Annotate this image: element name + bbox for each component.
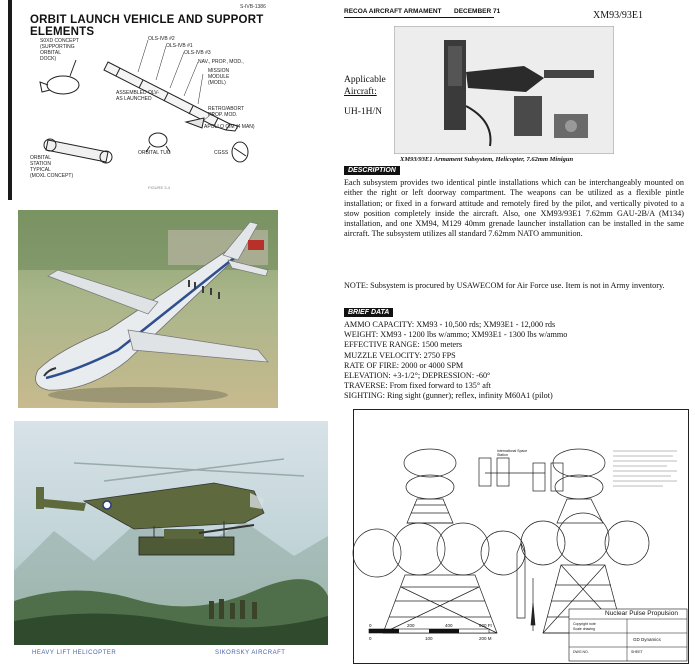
description-text: Each subsystem provides two identical pintle installations which can be interchangeably mounted on either the right or left doorway compartment. The weapons can be utilized as a flexible pintle installation; or fixed in a forward attitude and remotely fired by the pilot, and vertically pivoted to a stow position completely inside the aircraft. Also, one XM93/93E1 7.62mm GAU-2B/A (M134) installation, and one XM94, M129 40mm grenade launcher installation can be installed in the same aircraft. The subsystem utilizes all standard 7.62mm NATO ammunition. bbox=[344, 178, 684, 239]
doc-header-source: RECOA AIRCRAFT ARMAMENT bbox=[344, 8, 442, 15]
box-scale: Scale drawing bbox=[573, 627, 595, 631]
scale-tick-600: 600 Ft bbox=[479, 623, 492, 628]
note-text: NOTE: Subsystem is procured by USAWECOM for Air Force use. Item is not in Army inventory. bbox=[344, 281, 665, 290]
heavy-lift-helicopter-painting bbox=[14, 421, 328, 645]
brief-velocity: MUZZLE VELOCITY: 2750 FPS bbox=[344, 350, 456, 360]
brief-sighting: SIGHTING: Ring sight (gunner); reflex, infinity M60A1 (pilot) bbox=[344, 391, 553, 401]
drawing-title: Nuclear Pulse Propulsion bbox=[605, 610, 678, 617]
brief-traverse: TRAVERSE: From fixed forward to 135° aft bbox=[344, 381, 491, 391]
drawing-company: GD Dynamics bbox=[633, 637, 661, 642]
minigun-photo bbox=[394, 26, 614, 154]
scale-m-200: 200 M bbox=[479, 636, 492, 641]
doc-header-date: DECEMBER 71 bbox=[454, 8, 501, 15]
armament-document bbox=[338, 0, 695, 401]
scale-tick-200: 200 bbox=[407, 623, 415, 628]
label-ols-2: OLS-IVB #2 bbox=[148, 36, 175, 42]
brief-rate: RATE OF FIRE: 2000 or 4000 SPM bbox=[344, 360, 464, 370]
nuclear-pulse-propulsion-drawing bbox=[347, 403, 695, 670]
label-retro-abort: RETRO/ABORT PROP. MOD. bbox=[208, 106, 245, 118]
label-mission-module: MISSION MODULE (MODL) bbox=[208, 68, 230, 86]
brief-data-heading: BRIEF DATA bbox=[344, 308, 393, 317]
label-soxd-concept: S0XD CONCEPT (SUPPORTING ORBITAL DOCK) bbox=[40, 38, 79, 62]
label-assembled-olv: ASSEMBLED OLV- AS LAUNCHED bbox=[116, 90, 159, 102]
label-orbital-station: ORBITAL STATION TYPICAL (MOXL CONCEPT) bbox=[30, 155, 74, 179]
brief-weight: WEIGHT: XM93 - 1200 lbs w/ammo; XM93E1 - 1300 lbs w/ammo bbox=[344, 330, 568, 340]
brief-range: EFFECTIVE RANGE: 1500 meters bbox=[344, 340, 463, 350]
caption-heavy-lift-helicopter: HEAVY LIFT HELICOPTER bbox=[32, 650, 117, 656]
brief-data-list bbox=[344, 320, 567, 402]
applicable-aircraft: Applicable Aircraft: UH-1H/N bbox=[344, 75, 386, 117]
scale-tick-0: 0 bbox=[369, 623, 372, 628]
photo-caption: XM93/93E1 Armament Subsystem, Helicopter, 7.62mm Minigun bbox=[400, 156, 574, 163]
diagram-title: ORBIT LAUNCH VEHICLE AND SUPPORT ELEMENTS bbox=[30, 14, 264, 38]
airliner-illustration bbox=[18, 210, 278, 408]
label-apollo-cm: APOLLO C/M (4 MAN) bbox=[204, 124, 255, 130]
doc-code: XM93/93E1 bbox=[593, 10, 643, 21]
label-ols-1: OLS-IVB #1 bbox=[166, 43, 193, 49]
jet-airliner-painting bbox=[18, 210, 278, 408]
propulsion-schematic bbox=[347, 403, 695, 670]
label-ols-3: OLS-IVB #3 bbox=[184, 50, 211, 56]
scale-m-0: 0 bbox=[369, 636, 372, 641]
scale-tick-400: 400 bbox=[445, 623, 453, 628]
label-space-station: International Space Station bbox=[497, 449, 528, 457]
document-code: S-IVB-1386 bbox=[240, 4, 266, 10]
figure-number: FIGURE 3-4 bbox=[148, 185, 171, 190]
brief-ammo: AMMO CAPACITY: XM93 - 10,500 rds; XM93E1 - 12,000 rds bbox=[344, 320, 556, 329]
orbit-launch-vehicle-diagram bbox=[8, 0, 330, 200]
caption-sikorsky-aircraft: SIKORSKY AIRCRAFT bbox=[215, 650, 286, 656]
label-cgss: CGSS bbox=[214, 150, 229, 156]
label-nav-prop: NAV., PROP., MOD., bbox=[198, 59, 244, 65]
helicopter-illustration bbox=[14, 421, 328, 645]
box-copyright: Copyright note bbox=[573, 622, 596, 626]
scale-m-100: 100 bbox=[425, 636, 433, 641]
label-orbital-tug: ORBITAL TUG bbox=[138, 150, 171, 156]
header-underline bbox=[344, 17, 494, 18]
description-heading: DESCRIPTION bbox=[344, 166, 400, 175]
brief-elevation: ELEVATION: +3-1/2°; DEPRESSION: -60° bbox=[344, 371, 491, 381]
box-sheet: SHEET bbox=[631, 650, 643, 654]
box-dwg: DWG NO. bbox=[573, 650, 589, 654]
